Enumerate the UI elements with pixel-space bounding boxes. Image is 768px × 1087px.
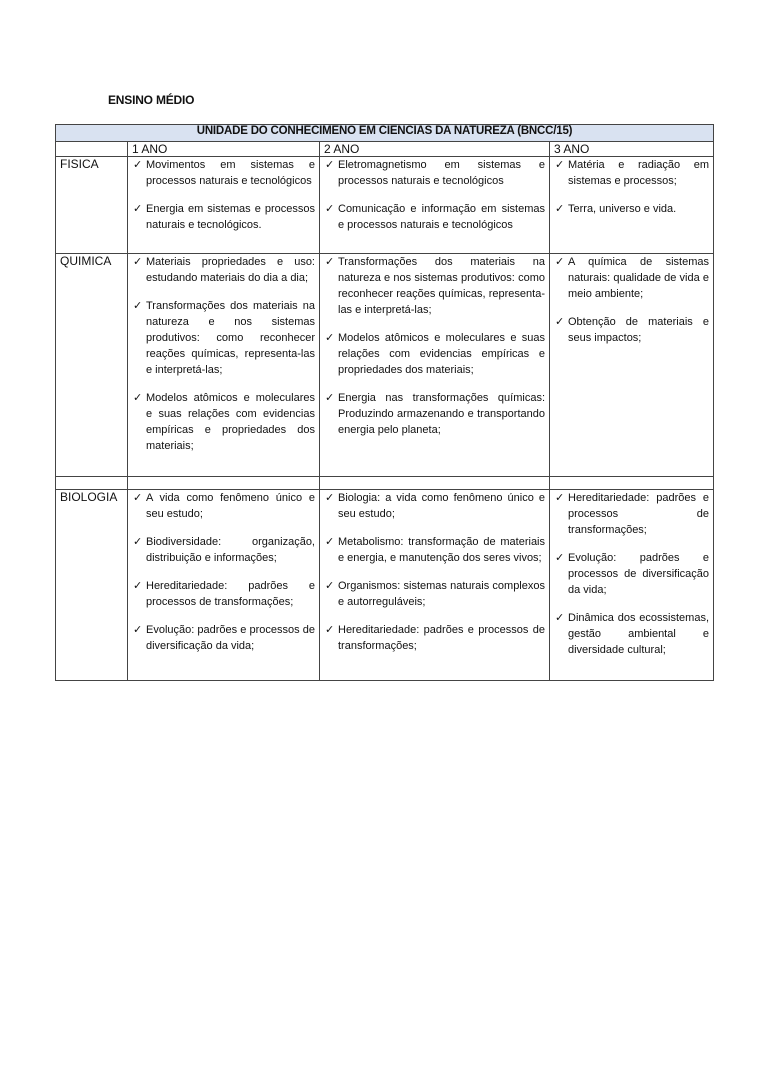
year-header-3: 3 ANO <box>550 142 714 157</box>
cell-fisica-ano2 <box>320 157 550 254</box>
cell-biologia-ano3 <box>550 490 714 681</box>
list-item: ✓ Evolução: padrões e processos de diversificação da vida; <box>554 550 709 598</box>
list-item: ✓ Metabolismo: transformação de materiais e energia, e manutenção dos seres vivos; <box>324 534 545 566</box>
list-item: ✓ Transformações dos materiais na natureza e nos sistemas produtivos: como reconhecer reações químicas, representa-las e interpretá-las; <box>324 254 545 318</box>
table-row-fisica <box>56 157 714 254</box>
list-item: ✓ Modelos atômicos e moleculares e suas relações com evidencias empíricas e propriedades dos materiais; <box>132 390 315 454</box>
table-spacer-row <box>56 477 714 490</box>
list-item: ✓ Matéria e radiação em sistemas e processos; <box>554 157 709 189</box>
list-item: ✓ Comunicação e informação em sistemas e processos naturais e tecnológicos <box>324 201 545 233</box>
cell-biologia-ano1 <box>128 490 320 681</box>
list-item: ✓ Biodiversidade: organização, distribuição e informações; <box>132 534 315 566</box>
list-item: ✓ Obtenção de materiais e seus impactos; <box>554 314 709 346</box>
year-header-row <box>56 142 714 157</box>
list-item: ✓ Modelos atômicos e moleculares e suas relações com evidencias empíricas e propriedades dos materiais; <box>324 330 545 378</box>
list-item: ✓ Evolução: padrões e processos de diversificação da vida; <box>132 622 315 654</box>
year-header-2: 2 ANO <box>320 142 550 157</box>
list-item: ✓ Terra, universo e vida. <box>554 201 709 217</box>
list-item: ✓ Movimentos em sistemas e processos naturais e tecnológicos <box>132 157 315 189</box>
cell-biologia-ano2 <box>320 490 550 681</box>
list-item: ✓ Dinâmica dos ecossistemas, gestão ambiental e diversidade cultural; <box>554 610 709 658</box>
cell-quimica-ano2 <box>320 254 550 477</box>
list-item: ✓ Biologia: a vida como fenômeno único e seu estudo; <box>324 490 545 522</box>
table-title-row <box>56 125 714 142</box>
cell-quimica-ano1 <box>128 254 320 477</box>
list-item: ✓ Hereditariedade: padrões e processos de transformações; <box>324 622 545 654</box>
curriculum-table <box>55 124 714 681</box>
year-header-empty <box>56 142 128 157</box>
list-item: ✓ A vida como fenômeno único e seu estudo; <box>132 490 315 522</box>
list-item: ✓ Energia nas transformações químicas: Produzindo armazenando e transportando energia pelo planeta; <box>324 390 545 438</box>
list-item: ✓ Materiais propriedades e uso: estudando materiais do dia a dia; <box>132 254 315 286</box>
list-item: ✓ Hereditariedade: padrões e processos de transformações; <box>554 490 709 538</box>
list-item: ✓ Transformações dos materiais na natureza e nos sistemas produtivos: como reconhecer reações químicas, representa-las e interpretá-las; <box>132 298 315 378</box>
row-label-quimica: QUIMICA <box>56 254 128 477</box>
cell-fisica-ano3 <box>550 157 714 254</box>
table-row-quimica <box>56 254 714 477</box>
list-item: ✓ Organismos: sistemas naturais complexos e autorreguláveis; <box>324 578 545 610</box>
row-label-biologia: BIOLOGIA <box>56 490 128 681</box>
table-row-biologia <box>56 490 714 681</box>
cell-quimica-ano3 <box>550 254 714 477</box>
table-title: UNIDADE DO CONHECIMENO EM CIENCIAS DA NATUREZA (BNCC/15) <box>56 125 714 142</box>
cell-fisica-ano1 <box>128 157 320 254</box>
list-item: ✓ A química de sistemas naturais: qualidade de vida e meio ambiente; <box>554 254 709 302</box>
year-header-1: 1 ANO <box>128 142 320 157</box>
list-item: ✓ Energia em sistemas e processos naturais e tecnológicos. <box>132 201 315 233</box>
list-item: ✓ Hereditariedade: padrões e processos de transformações; <box>132 578 315 610</box>
row-label-fisica: FISICA <box>56 157 128 254</box>
list-item: ✓ Eletromagnetismo em sistemas e processos naturais e tecnológicos <box>324 157 545 189</box>
page-heading: ENSINO MÉDIO <box>108 93 195 107</box>
